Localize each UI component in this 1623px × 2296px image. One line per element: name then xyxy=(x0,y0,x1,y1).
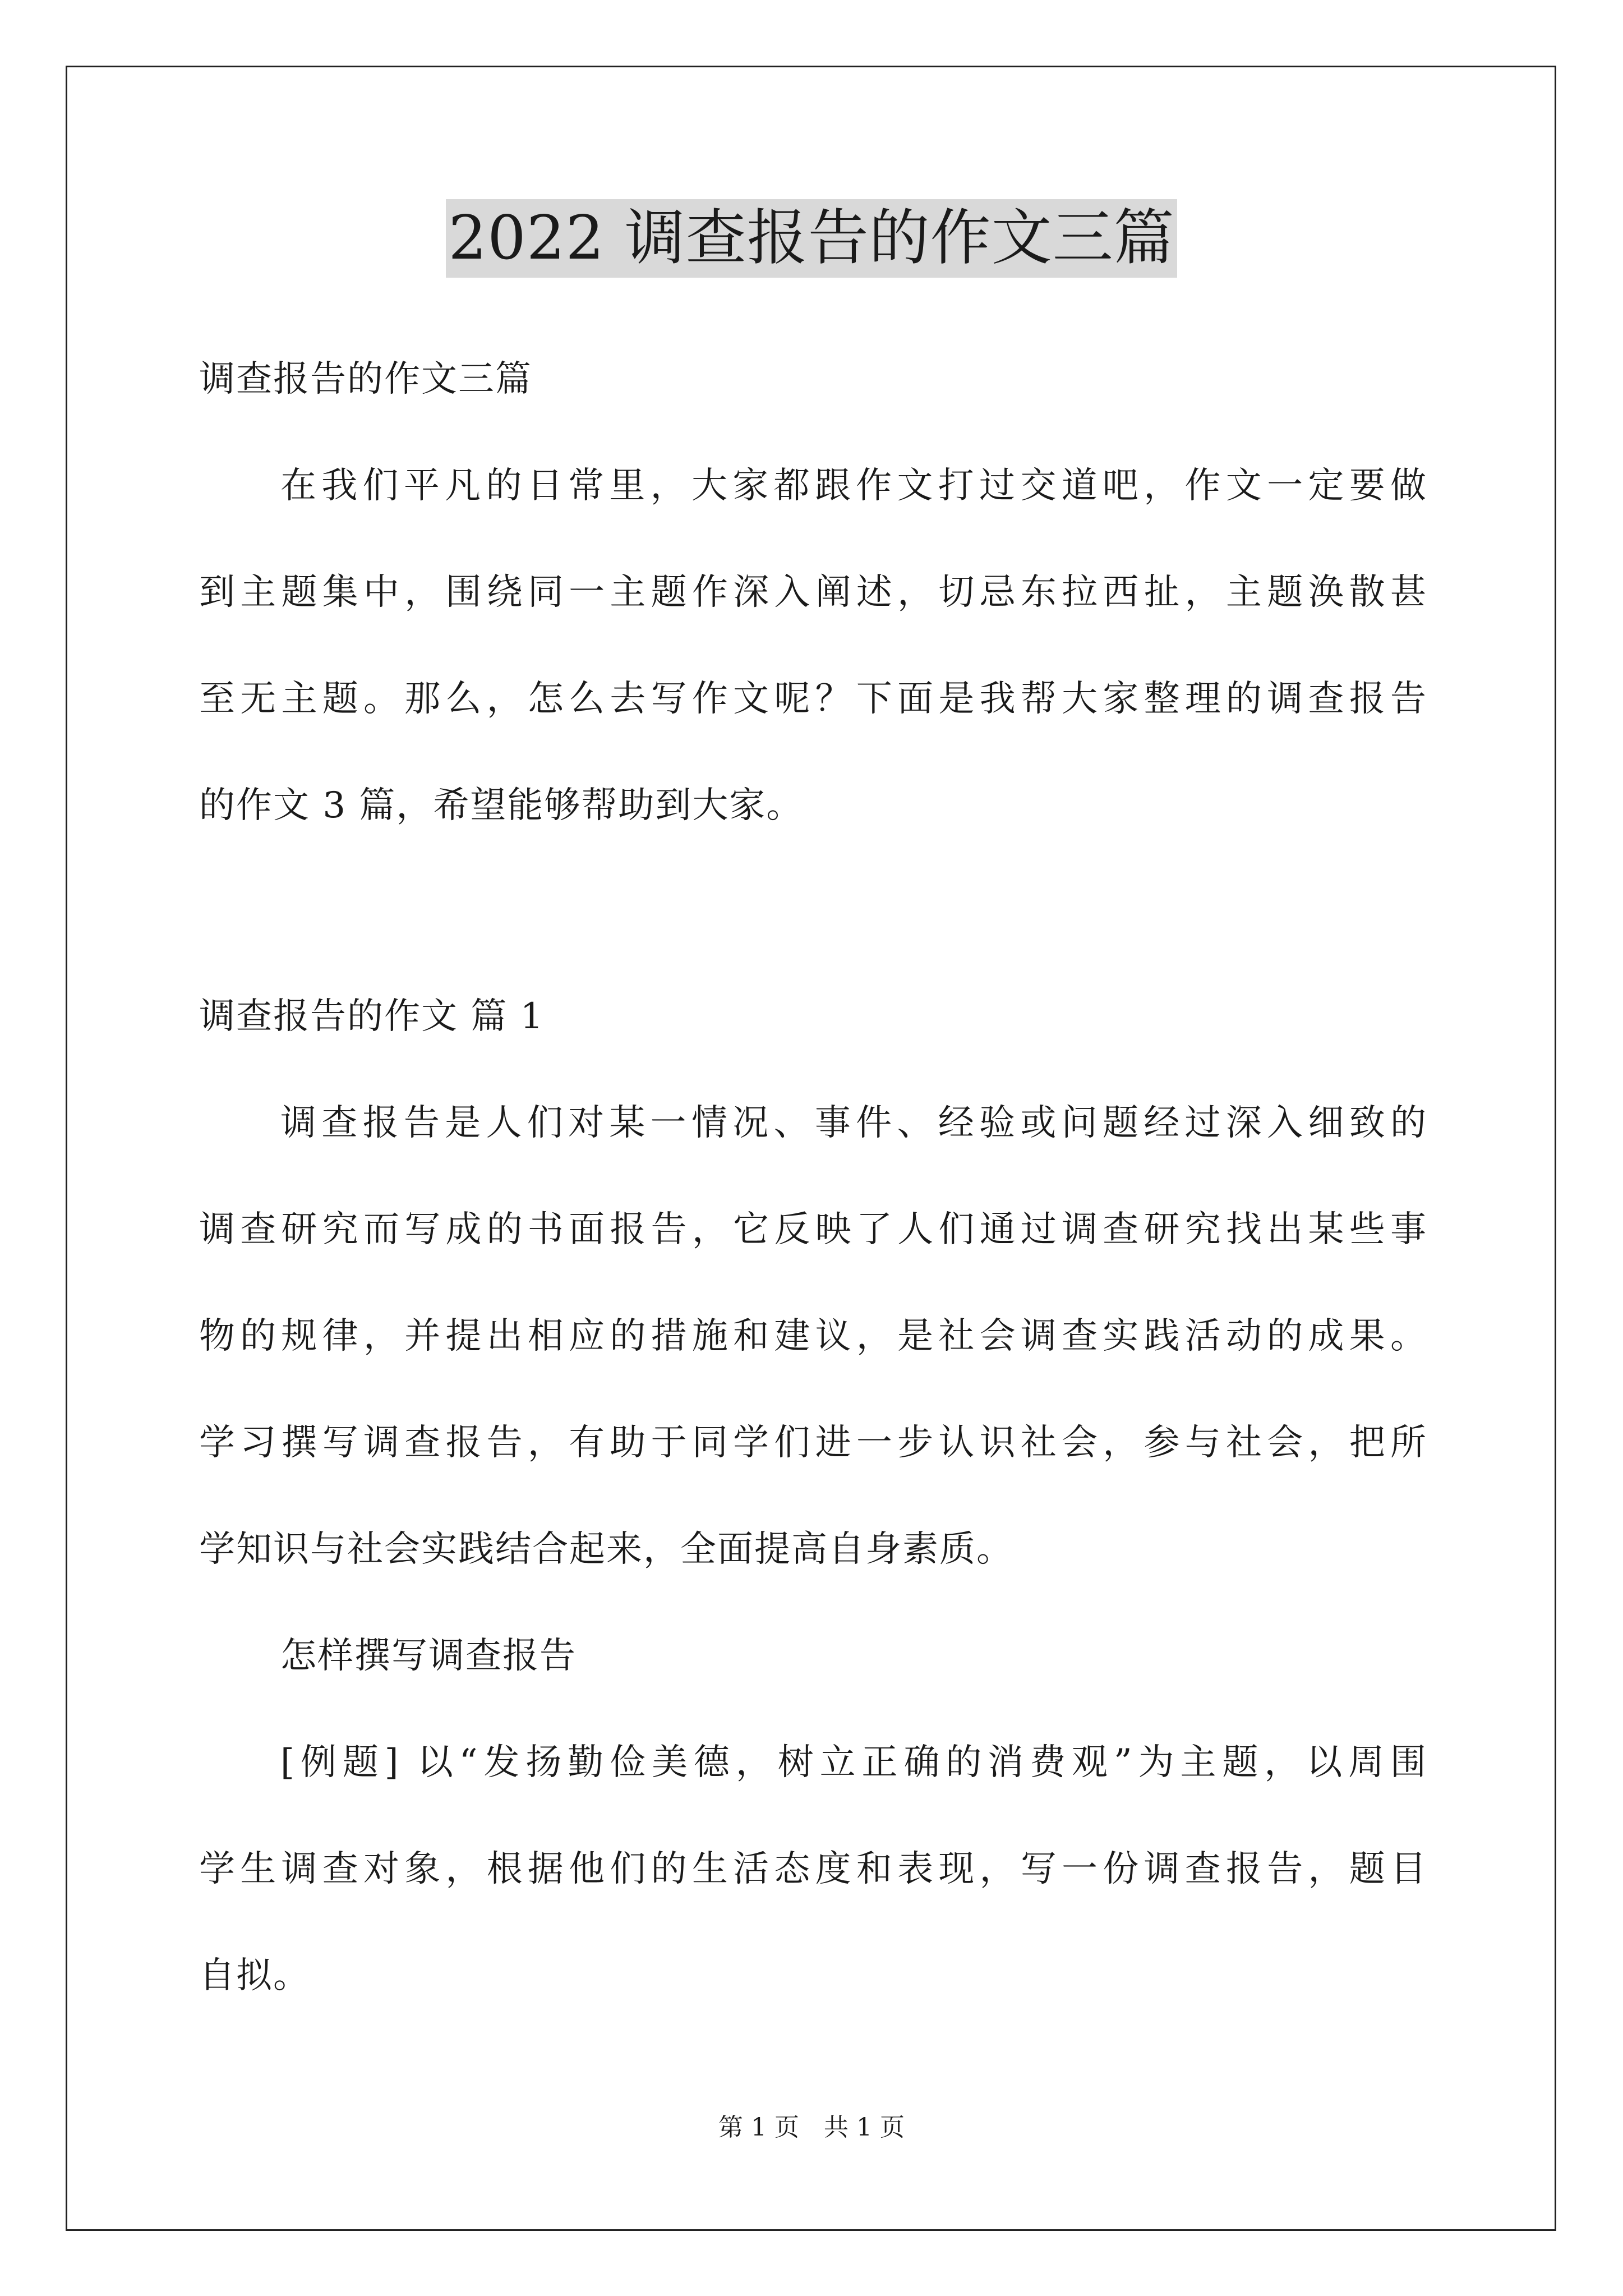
document-title: 2022 调查报告的作文三篇 xyxy=(446,199,1177,278)
intro-line: 在我们平凡的日常里，大家都跟作文打过交道吧，作文一定要做 xyxy=(280,465,1427,507)
intro-line: 至无主题。那么，怎么去写作文呢？下面是我帮大家整理的调查报告 xyxy=(199,678,1427,720)
subtitle: 调查报告的作文三篇 xyxy=(199,358,532,400)
section-line: 调查研究而写成的书面报告，它反映了人们通过调查研究找出某些事 xyxy=(199,1209,1427,1250)
section-line: 调查报告是人们对某一情况、事件、经验或问题经过深入细致的 xyxy=(280,1102,1427,1144)
example-line: [例题] 以“发扬勤俭美德，树立正确的消费观”为主题，以周围 xyxy=(280,1742,1427,1783)
section-heading: 调查报告的作文 篇 1 xyxy=(199,996,545,1037)
section-line: 学知识与社会实践结合起来，全面提高自身素质。 xyxy=(199,1529,1013,1570)
intro-line: 的作文 3 篇，希望能够帮助到大家。 xyxy=(199,785,804,826)
example-line: 自拟。 xyxy=(199,1955,310,1996)
subheading: 怎样撰写调查报告 xyxy=(280,1635,577,1677)
intro-line: 到主题集中，围绕同一主题作深入阐述，切忌东拉西扯，主题涣散甚 xyxy=(199,572,1427,613)
section-line: 物的规律，并提出相应的措施和建议，是社会调查实践活动的成果。 xyxy=(199,1315,1427,1357)
example-line: 学生调查对象，根据他们的生活态度和表现，写一份调查报告，题目 xyxy=(199,1848,1427,1890)
section-line: 学习撰写调查报告，有助于同学们进一步认识社会，参与社会，把所 xyxy=(199,1422,1427,1464)
title-container xyxy=(0,199,1623,278)
page-footer: 第 1 页 共 1 页 xyxy=(718,2113,905,2142)
